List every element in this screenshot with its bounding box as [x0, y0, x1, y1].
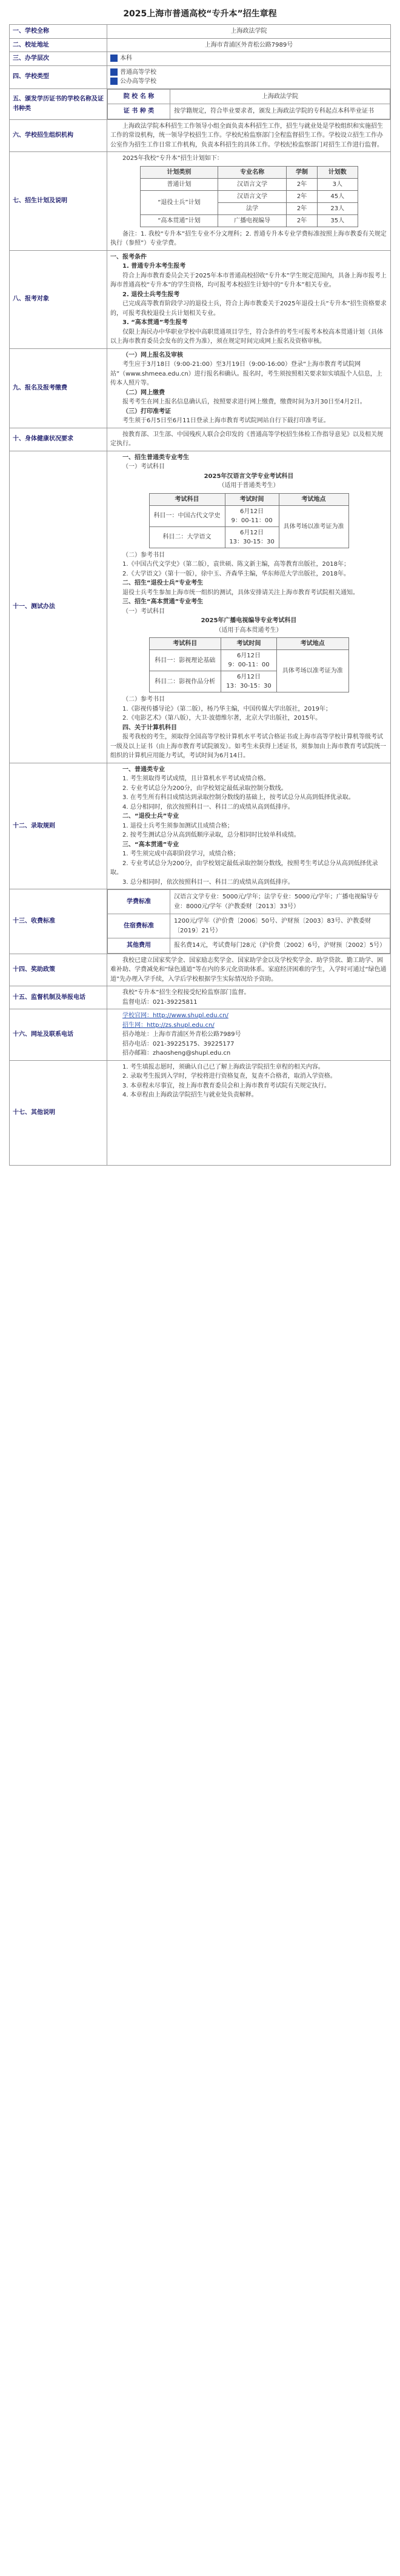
- paragraph: 1. 考生须取得考试成绩，且计算机水平考试成绩合格。: [122, 775, 270, 782]
- label-organization: 六、学校招生组织机构: [10, 119, 107, 152]
- value-aid: [107, 954, 391, 986]
- label-level: 三、办学层次: [10, 52, 107, 66]
- label-address: 二、校址地址: [10, 38, 107, 52]
- paragraph: （二）参考书目: [122, 551, 165, 559]
- paragraph: 二、“退役士兵”专业: [122, 813, 179, 820]
- value-contact: [107, 1009, 391, 1061]
- paragraph: 4. 总分相同时，依次按照科目一、科目二的成绩从高到低排序。: [122, 803, 294, 811]
- table-row: 普通计划 汉语言文学 2年 3人: [140, 178, 358, 190]
- cert-school-value: 上海政法学院: [170, 89, 390, 104]
- website-link[interactable]: 学校官网：http://www.shupl.edu.cn/: [122, 1012, 228, 1019]
- label-registration: 九、报名及报考缴费: [10, 348, 107, 428]
- paragraph: 1. 退役士兵考生须参加测试且成绩合格；: [122, 822, 233, 829]
- paragraph: 四、关于计算机科目: [122, 724, 177, 731]
- paragraph: 2. 专业考试总分为200分，由学校划定最低录取控制分数线，按照考生考试总分从高到低择优录取。: [110, 860, 378, 876]
- paragraph: 3. 总分相同时，依次按照科目一、科目二的成绩从高到低排序。: [122, 878, 294, 886]
- value-organization: [107, 119, 391, 152]
- blank-space: [110, 1100, 387, 1163]
- exam-paras-3: [110, 695, 387, 761]
- value-applicants: [107, 250, 391, 348]
- row-other: [10, 1060, 391, 1165]
- paragraph: （二）参考书目: [122, 696, 165, 703]
- label-type: 四、学校类型: [10, 65, 107, 88]
- health-text: 按教育部、卫生部、中国残疾人联合会印发的《普通高等学校招生体检工作指导意见》以及相关规定执行。: [110, 431, 383, 447]
- row-exam: [10, 451, 391, 763]
- row-applicants: [10, 250, 391, 348]
- paragraph: 3. 在考生所有科目成绩达到录取控制分数线的基础上，按考试总分从高到低择优录取。: [122, 794, 355, 801]
- paragraph: 2. 按考生测试总分从高到低顺序录取，总分相同时比较单科成绩。: [122, 832, 300, 838]
- exam-paras-2: [110, 551, 387, 617]
- cert-type-value: 按学籍规定，符合毕业要求者，颁发上海政法学院的专科起点本科毕业证书: [170, 104, 390, 119]
- value-plan: [107, 152, 391, 251]
- value-other: [107, 1060, 391, 1165]
- paragraph: 考生须于6月5日至6月11日登录上海市教育考试院网站自行下载打印准考证。: [122, 417, 330, 424]
- paragraph: 1.《影视传播导论》（第二版），杨乃华主编，中国传媒大学出版社，2019年；: [122, 705, 332, 712]
- paragraph: 考生应于3月18日（9:00-21:00）至3月19日（9:00-16:00）登录“上海市教育考试院网站”（www.shmeea.edu.cn）进行报名和确认。报名时，考生须按照相关要求如实填报个人信息，上传本人照片等。: [110, 361, 382, 387]
- paragraph: （一）考试科目: [122, 608, 165, 615]
- paragraph: （一）网上报名及审核: [122, 351, 183, 359]
- table-row: 科目一：影视理论基础 6月12日 9：00-11：00 具体考场以准考证为准: [149, 650, 348, 671]
- table-row: 科目二：影视作品分析 6月12日 13：30-15：30: [149, 671, 348, 692]
- paragraph: 一、招生普通类专业考生: [122, 454, 189, 461]
- other-paras: [110, 1063, 387, 1100]
- value-school-name: 上海政法学院: [107, 25, 391, 39]
- page-title: 2025上海市普通高校“专升本”招生章程: [123, 9, 277, 19]
- paragraph: 报考我校的考生，须取得全国高等学校计算机水平考试合格证书或上海市高等学校计算机等级考试一级及以上证书（由上海市教育考试院颁发）。如考生未获得上述证书，须参加由上海市教育考试院统一组织的计算机应用能力考试，考试时间为6月14日。: [110, 734, 386, 759]
- value-registration: [107, 348, 391, 428]
- row-contact: [10, 1009, 391, 1061]
- paragraph: 1. 考生须完成中高职阶段学习，成绩合格；: [122, 851, 239, 857]
- label-certificate: 五、颁发学历证书的学校名称及证书种类: [10, 88, 107, 119]
- paragraph: 2.《大学语文》（第十一版），徐中玉、齐森华主编，华东师范大学出版社，2018年。: [122, 570, 350, 577]
- row-supervision: [10, 986, 391, 1009]
- paragraph: 报考考生在网上报名信息确认后，按照要求进行网上缴费，缴费时间为3月30日至4月2日。: [122, 399, 366, 405]
- paragraph: 三、招生“高本贯通”专业考生: [122, 599, 204, 605]
- table-row: “退役士兵”计划 汉语言文学 2年 45人: [140, 190, 358, 202]
- paragraph: 二、招生“退役士兵”专业考生: [122, 580, 204, 586]
- label-applicants: 八、报考对象: [10, 250, 107, 348]
- row-aid: [10, 954, 391, 986]
- paragraph: 3. “高本贯通”考生报考: [122, 319, 188, 326]
- label-supervision: 十五、监督机制及举报电话: [10, 986, 107, 1009]
- paragraph: （三）打印准考证: [122, 408, 171, 415]
- paragraph: 4. 本章程由上海政法学院招生与就业处负责解释。: [122, 1092, 258, 1098]
- value-health: [107, 428, 391, 451]
- level-text: 本科: [120, 55, 132, 62]
- paragraph: 仅限上海民办中华职业学校中高职贯通项目学生，符合条件的考生可报考本校高本贯通计划（具体以上海市教育委员会发布的文件为准），须在规定时间完成网上报名及资格审核。: [110, 328, 383, 345]
- paragraph: 1.《中国古代文学史》（第二版），袁世硕、陈文新主编，高等教育出版社，2018年；: [122, 561, 350, 568]
- paragraph: 2. 专业考试总分为200分，由学校划定最低录取控制分数线。: [122, 785, 287, 792]
- row-health: [10, 428, 391, 451]
- exam1-table: 考试科目 考试时间 考试地点 科目一：中国古代文学史 6月12日 9：00-11：00 具体考场以准考证为准 科目二：大学语文 6月12日 13：30-15：30: [149, 493, 349, 548]
- value-exam: [107, 451, 391, 763]
- paragraph: 退役士兵考生参加上海市统一组织的测试，具体安排请关注上海市教育考试院相关通知。: [122, 589, 359, 596]
- office-email: 招办邮箱：zhaosheng@shupl.edu.cn: [122, 1050, 231, 1057]
- label-admission: 十二、录取规则: [10, 763, 107, 889]
- office-address: 招办地址：上海市青浦区外青松公路7989号: [122, 1031, 241, 1038]
- row-level: [10, 52, 391, 66]
- exam2-table: 考试科目 考试时间 考试地点 科目一：影视理论基础 6月12日 9：00-11：00 具体考场以准考证为准 科目二：影视作品分析 6月12日 13：30-15：30: [149, 637, 349, 692]
- row-certificate: [10, 88, 391, 119]
- type-text: 普通高等学校: [120, 68, 156, 76]
- plan-header: 计划类别: [140, 166, 218, 178]
- plan-header: 计划数: [318, 166, 358, 178]
- plan-table: [140, 166, 358, 227]
- value-supervision: [107, 986, 391, 1009]
- document: [9, 0, 391, 1166]
- cert-school-key: 院 校 名 称: [108, 89, 170, 104]
- value-admission: [107, 763, 391, 889]
- checkbox-icon: [110, 55, 118, 62]
- paragraph: 2. 退役士兵考生报考: [122, 291, 180, 298]
- paragraph: 符合上海市教育委员会关于2025年本市普通高校招收“专升本”学生规定范围内，具备上海市报考上海市普通高校“专升本”的学生资格，均可报考本校招生计划中的“专升本”相关专业。: [110, 272, 387, 288]
- admissions-link[interactable]: 招生网：http://zs.shupl.edu.cn/: [122, 1021, 215, 1029]
- label-plan: 七、招生计划及说明: [10, 152, 107, 251]
- checkbox-icon: [110, 68, 118, 76]
- paragraph: 2.《电影艺术》（第八版），大卫·波德维尔著，北京大学出版社，2015年。: [122, 715, 322, 722]
- plan-intro: 2025年我校“专升本”招生计划如下：: [122, 155, 223, 162]
- supervision-phone: 监督电话：021-39225811: [122, 998, 198, 1006]
- table-row: 科目二：大学语文 6月12日 13：30-15：30: [149, 526, 348, 548]
- plan-header: 学制: [287, 166, 318, 178]
- label-fees: 十三、收费标准: [10, 889, 107, 954]
- charter-table: [9, 24, 391, 1166]
- value-address: 上海市青浦区外青松公路7989号: [107, 38, 391, 52]
- table-row: 科目一：中国古代文学史 6月12日 9：00-11：00 具体考场以准考证为准: [149, 505, 348, 526]
- cert-type-key: 证 书 种 类: [108, 104, 170, 119]
- plan-header: 专业名称: [218, 166, 287, 178]
- row-fees: [10, 889, 391, 954]
- label-contact: 十六、网址及联系电话: [10, 1009, 107, 1061]
- paragraph: 一、普通类专业: [122, 766, 165, 773]
- value-type: [107, 65, 391, 88]
- row-address: [10, 38, 391, 52]
- aid-text: 我校已建立国家奖学金、国家励志奖学金、国家助学金以及学校奖学金、助学贷款、勤工助学、困难补助、学费减免和“绿色通道”等在内的多元化资助体系。家庭经济困难的学生，入学时可通过“绿色通道”先办理入学手续，入学后学校根据学生实际情况给予资助。: [110, 957, 387, 983]
- label-exam: 十一、测试办法: [10, 451, 107, 763]
- row-plan: [10, 152, 391, 251]
- office-phone: 招办电话：021-39225175、39225177: [122, 1040, 235, 1047]
- label-health: 十、身体健康状况要求: [10, 428, 107, 451]
- paragraph: 2. 录取考生报到入学时，学校将进行资格复查，复查不合格者，取消入学资格。: [122, 1073, 336, 1080]
- paragraph: 1. 普通专升本考生报考: [122, 263, 186, 270]
- row-type: [10, 65, 391, 88]
- paragraph: （一）考试科目: [122, 463, 165, 470]
- exam1-subtitle: （适用于普通类考生）: [218, 482, 279, 489]
- label-other: 十七、其他说明: [10, 1060, 107, 1165]
- supervision-text: 我校“专升本”招生全程接受纪检监察部门监督。: [122, 989, 250, 996]
- table-row: “高本贯通”计划 广播电视编导 2年 35人: [140, 214, 358, 227]
- paragraph: 3. 本章程未尽事宜，按上海市教育委员会和上海市教育考试院有关规定执行。: [122, 1082, 330, 1089]
- certificate-table: [107, 89, 390, 119]
- table-row: 法学 2年 23人: [140, 202, 358, 214]
- value-level: [107, 52, 391, 66]
- plan-note: 备注：1. 我校“专升本”招生专业不分文理科；2. 普通专升本专业学费标准按照上海市教委有关规定执行（参照”）专业学费。: [110, 230, 387, 247]
- paragraph: （二）网上缴费: [122, 389, 165, 396]
- exam1-title: 2025年汉语言文学专业考试科目: [204, 473, 294, 480]
- label-aid: 十四、奖助政策: [10, 954, 107, 986]
- paragraph: 1. 考生填报志愿时，须确认自己已了解上海政法学院招生章程的相关内容。: [122, 1063, 324, 1071]
- fees-table: 学费标准 汉语言文学专业：5000元/学年；法学专业：5000元/学年；广播电视编导专业：8000元/学年（沪教委财〔2013〕33号） 住宿费标准 1200元/学年（沪价费〔2006〕50号、沪财预〔2003〕83号、沪教委财〔2019〕21号） 其他费用 报名费14元，考试费每门28元（沪价费〔2002〕6号，沪财预〔2002〕5号）: [107, 889, 390, 954]
- paragraph: 三、“高本贯通”专业: [122, 841, 179, 848]
- label-school-name: 一、学校全称: [10, 25, 107, 39]
- row-organization: [10, 119, 391, 152]
- row-registration: [10, 348, 391, 428]
- exam-paras-1: [110, 453, 387, 472]
- exam2-title: 2025年广播电视编导专业考试科目: [201, 617, 297, 624]
- type-text-2: 公办高等学校: [120, 78, 156, 85]
- exam2-subtitle: （适用于高本贯通考生）: [215, 626, 282, 634]
- paragraph: 一、报考条件: [110, 253, 147, 261]
- row-school-name: [10, 25, 391, 39]
- organization-text: 上海政法学院本科招生工作领导小组全面负责本科招生工作，招生与就业处是学校组织和实施招生工作的常设机构，统一领导学校招生工作。学校纪检监察部门全程监督招生工作。学校设立招生工作办公室作为招生工作日常工作机构，负责本科招生的具体工作。学校纪检监察部门对招生工作进行监督。: [110, 122, 383, 148]
- row-admission: [10, 763, 391, 889]
- checkbox-icon: [110, 78, 118, 85]
- paragraph: 已完成高等教育阶段学习的退役士兵，符合上海市教委关于2025年退役士兵“专升本”招生资格要求的，可报考我校退役士兵计划相关专业。: [110, 300, 387, 317]
